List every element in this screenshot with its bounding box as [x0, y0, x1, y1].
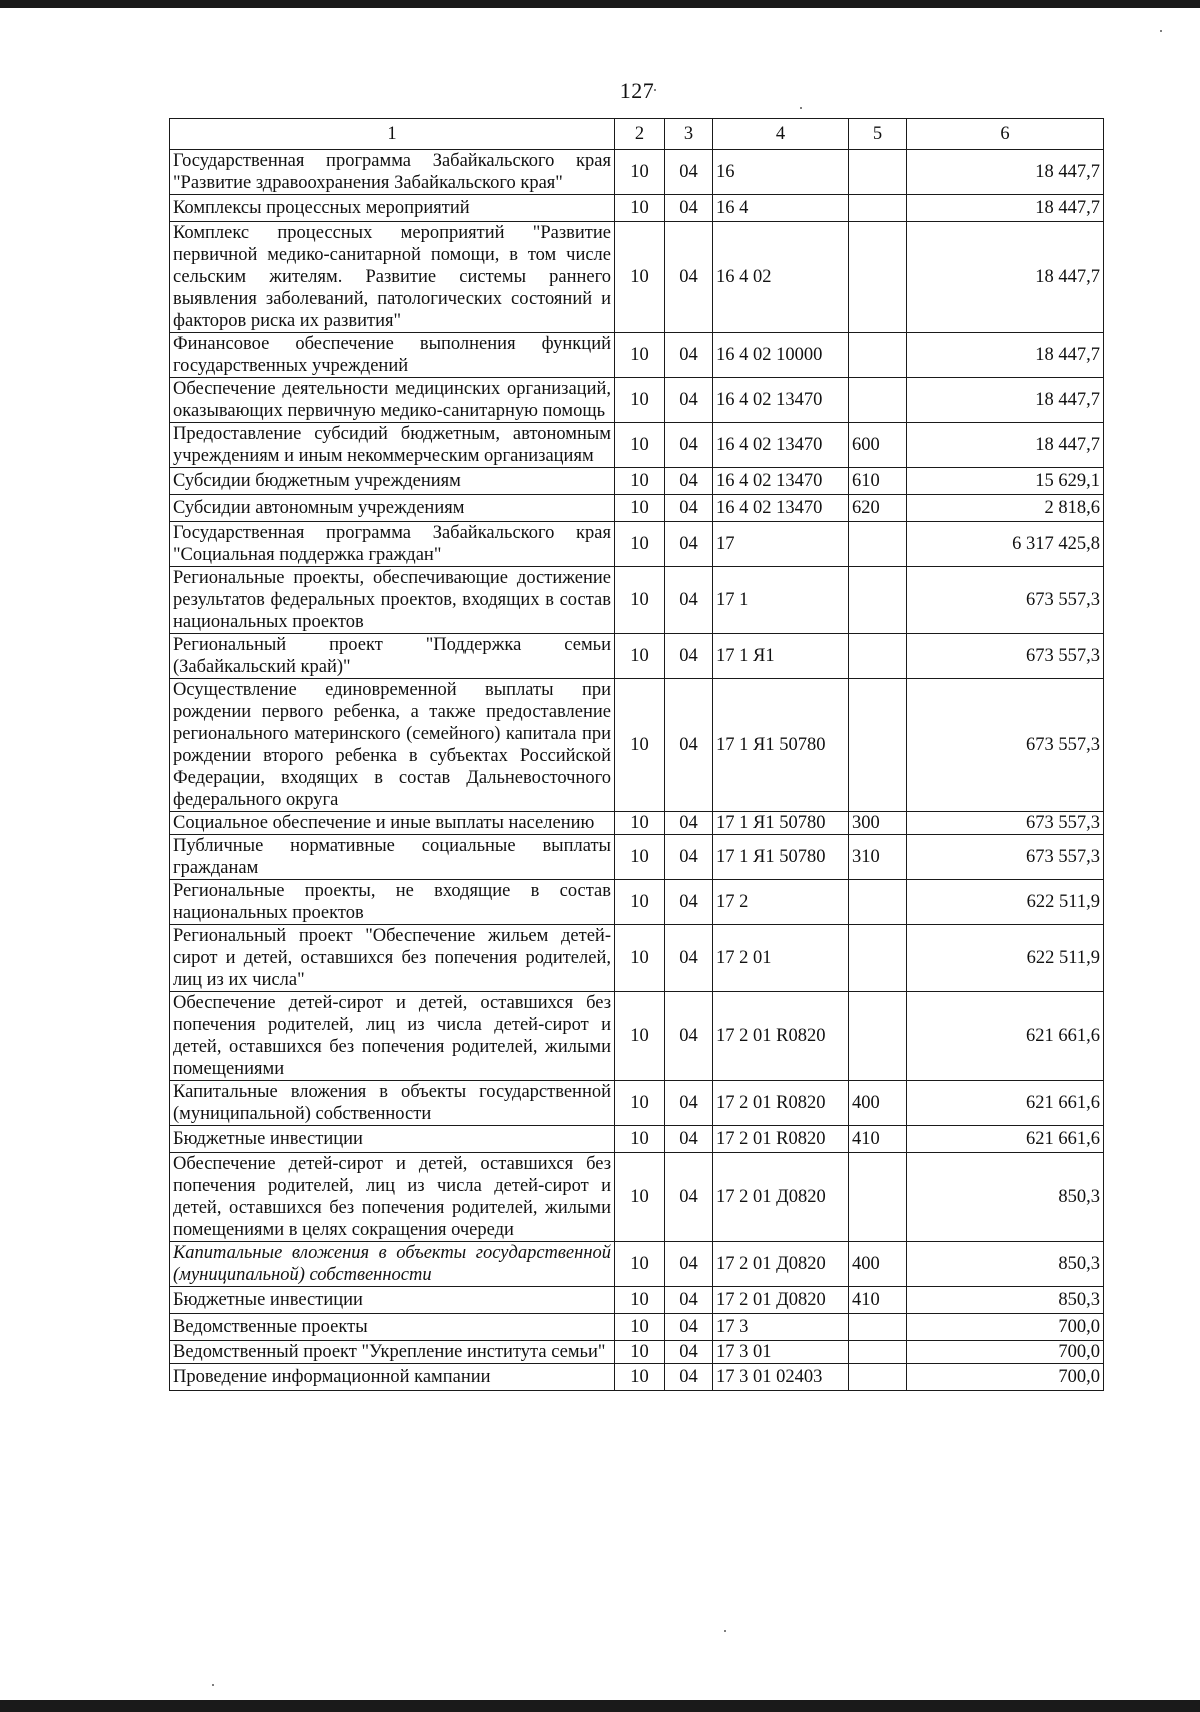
row-name: Обеспечение детей-сирот и детей, оставшихся без попечения родителей, лиц из числа детей-сирот и детей, оставшихся без попечения родителей, жилыми помещениями в целях сокращения очереди	[170, 1153, 615, 1242]
scan-speck	[800, 107, 802, 109]
row-subsection: 04	[665, 1242, 713, 1287]
table-row	[170, 423, 1104, 468]
scan-bottom-edge	[0, 1700, 1200, 1712]
budget-table	[169, 118, 1104, 1391]
row-section: 10	[615, 1287, 665, 1314]
row-name: Региональный проект "Обеспечение жильем детей-сирот и детей, оставшихся без попечения родителей, лиц из их числа"	[170, 925, 615, 992]
row-name: Региональные проекты, не входящие в состав национальных проектов	[170, 880, 615, 925]
table-header-row	[170, 119, 1104, 150]
row-subsection: 04	[665, 880, 713, 925]
row-section: 10	[615, 222, 665, 333]
row-name: Субсидии бюджетным учреждениям	[170, 468, 615, 495]
row-section: 10	[615, 925, 665, 992]
row-subsection: 04	[665, 1081, 713, 1126]
row-subsection: 04	[665, 992, 713, 1081]
row-section: 10	[615, 333, 665, 378]
row-name: Предоставление субсидий бюджетным, автономным учреждениям и иным некоммерческим организациям	[170, 423, 615, 468]
row-expense-type: 400	[849, 1242, 907, 1287]
row-amount: 18 447,7	[907, 423, 1104, 468]
row-subsection: 04	[665, 679, 713, 812]
table-row	[170, 150, 1104, 195]
table-row	[170, 925, 1104, 992]
table-row	[170, 835, 1104, 880]
row-section: 10	[615, 522, 665, 567]
row-subsection: 04	[665, 1341, 713, 1364]
row-section: 10	[615, 679, 665, 812]
row-section: 10	[615, 378, 665, 423]
row-expense-type	[849, 522, 907, 567]
row-subsection: 04	[665, 1153, 713, 1242]
scan-top-edge	[0, 0, 1200, 8]
table-row	[170, 1341, 1104, 1364]
row-section: 10	[615, 634, 665, 679]
row-target-code: 17 2 01 R0820	[713, 1081, 849, 1126]
scan-speck	[1160, 30, 1162, 32]
row-amount: 621 661,6	[907, 992, 1104, 1081]
row-subsection: 04	[665, 468, 713, 495]
row-target-code: 17 3	[713, 1314, 849, 1341]
row-expense-type: 410	[849, 1287, 907, 1314]
row-target-code: 17 2 01	[713, 925, 849, 992]
row-target-code: 17 2 01 Д0820	[713, 1287, 849, 1314]
row-subsection: 04	[665, 567, 713, 634]
table-row	[170, 1287, 1104, 1314]
row-target-code: 16 4 02 13470	[713, 495, 849, 522]
row-name: Проведение информационной кампании	[170, 1364, 615, 1391]
row-amount: 18 447,7	[907, 195, 1104, 222]
table-row	[170, 679, 1104, 812]
column-header: 2	[615, 119, 665, 150]
row-name: Бюджетные инвестиции	[170, 1287, 615, 1314]
row-amount: 850,3	[907, 1242, 1104, 1287]
row-name: Субсидии автономным учреждениям	[170, 495, 615, 522]
table-row	[170, 880, 1104, 925]
row-expense-type: 310	[849, 835, 907, 880]
table-row	[170, 495, 1104, 522]
row-target-code: 17	[713, 522, 849, 567]
row-target-code: 17 1 Я1 50780	[713, 812, 849, 835]
row-section: 10	[615, 1314, 665, 1341]
column-header: 3	[665, 119, 713, 150]
row-subsection: 04	[665, 522, 713, 567]
row-expense-type: 410	[849, 1126, 907, 1153]
table-row	[170, 992, 1104, 1081]
row-name: Капитальные вложения в объекты государственной (муниципальной) собственности	[170, 1081, 615, 1126]
row-subsection: 04	[665, 835, 713, 880]
row-subsection: 04	[665, 195, 713, 222]
row-name: Комплекс процессных мероприятий "Развитие первичной медико-санитарной помощи, в том числе сельским жителям. Развитие системы раннего выявления заболеваний, патологических состояний и факторов риска их развития"	[170, 222, 615, 333]
table-row	[170, 522, 1104, 567]
column-header: 6	[907, 119, 1104, 150]
row-expense-type	[849, 1341, 907, 1364]
row-name: Комплексы процессных мероприятий	[170, 195, 615, 222]
row-target-code: 17 1 Я1	[713, 634, 849, 679]
row-name: Капитальные вложения в объекты государственной (муниципальной) собственности	[170, 1242, 615, 1287]
row-target-code: 16	[713, 150, 849, 195]
row-amount: 700,0	[907, 1364, 1104, 1391]
table-row	[170, 1126, 1104, 1153]
row-section: 10	[615, 835, 665, 880]
row-subsection: 04	[665, 333, 713, 378]
column-header: 5	[849, 119, 907, 150]
row-expense-type	[849, 150, 907, 195]
row-name: Обеспечение деятельности медицинских организаций, оказывающих первичную медико-санитарную помощь	[170, 378, 615, 423]
row-section: 10	[615, 1364, 665, 1391]
row-expense-type	[849, 634, 907, 679]
row-amount: 621 661,6	[907, 1126, 1104, 1153]
row-expense-type	[849, 1153, 907, 1242]
row-target-code: 16 4 02 10000	[713, 333, 849, 378]
row-amount: 18 447,7	[907, 333, 1104, 378]
row-expense-type	[849, 222, 907, 333]
table-row	[170, 1153, 1104, 1242]
row-target-code: 17 2	[713, 880, 849, 925]
row-section: 10	[615, 812, 665, 835]
row-subsection: 04	[665, 423, 713, 468]
scan-speck	[654, 89, 656, 91]
table-row	[170, 333, 1104, 378]
table-row	[170, 222, 1104, 333]
row-target-code: 17 1	[713, 567, 849, 634]
row-name: Финансовое обеспечение выполнения функций государственных учреждений	[170, 333, 615, 378]
row-expense-type	[849, 925, 907, 992]
row-amount: 15 629,1	[907, 468, 1104, 495]
row-expense-type	[849, 333, 907, 378]
table-row	[170, 812, 1104, 835]
scan-speck	[724, 1630, 726, 1632]
row-subsection: 04	[665, 1126, 713, 1153]
row-target-code: 17 2 01 Д0820	[713, 1242, 849, 1287]
column-header: 1	[170, 119, 615, 150]
scan-speck	[212, 1684, 214, 1686]
row-name: Обеспечение детей-сирот и детей, оставшихся без попечения родителей, лиц из числа детей-сирот и детей, оставшихся без попечения родителей, жилыми помещениями	[170, 992, 615, 1081]
row-amount: 673 557,3	[907, 812, 1104, 835]
row-expense-type: 400	[849, 1081, 907, 1126]
row-name: Региональный проект "Поддержка семьи (Забайкальский край)"	[170, 634, 615, 679]
row-expense-type	[849, 1364, 907, 1391]
row-section: 10	[615, 1242, 665, 1287]
row-expense-type	[849, 1314, 907, 1341]
row-expense-type: 300	[849, 812, 907, 835]
row-target-code: 17 2 01 Д0820	[713, 1153, 849, 1242]
row-amount: 2 818,6	[907, 495, 1104, 522]
row-subsection: 04	[665, 1287, 713, 1314]
row-target-code: 16 4 02 13470	[713, 468, 849, 495]
row-section: 10	[615, 567, 665, 634]
row-amount: 18 447,7	[907, 222, 1104, 333]
row-name: Публичные нормативные социальные выплаты гражданам	[170, 835, 615, 880]
row-expense-type	[849, 679, 907, 812]
row-amount: 6 317 425,8	[907, 522, 1104, 567]
row-target-code: 17 2 01 R0820	[713, 1126, 849, 1153]
column-header: 4	[713, 119, 849, 150]
row-expense-type: 620	[849, 495, 907, 522]
row-subsection: 04	[665, 1364, 713, 1391]
table-row	[170, 378, 1104, 423]
row-expense-type	[849, 195, 907, 222]
row-target-code: 16 4 02 13470	[713, 378, 849, 423]
row-amount: 850,3	[907, 1153, 1104, 1242]
row-target-code: 16 4	[713, 195, 849, 222]
row-section: 10	[615, 1081, 665, 1126]
table-row	[170, 1242, 1104, 1287]
row-subsection: 04	[665, 634, 713, 679]
table-row	[170, 468, 1104, 495]
row-target-code: 16 4 02 13470	[713, 423, 849, 468]
row-amount: 673 557,3	[907, 835, 1104, 880]
row-section: 10	[615, 1153, 665, 1242]
row-amount: 673 557,3	[907, 634, 1104, 679]
table-row	[170, 567, 1104, 634]
row-expense-type: 610	[849, 468, 907, 495]
row-section: 10	[615, 1341, 665, 1364]
row-expense-type: 600	[849, 423, 907, 468]
row-expense-type	[849, 567, 907, 634]
row-target-code: 17 1 Я1 50780	[713, 835, 849, 880]
row-amount: 850,3	[907, 1287, 1104, 1314]
row-subsection: 04	[665, 1314, 713, 1341]
row-amount: 621 661,6	[907, 1081, 1104, 1126]
row-name: Региональные проекты, обеспечивающие достижение результатов федеральных проектов, входящих в состав национальных проектов	[170, 567, 615, 634]
table-row	[170, 1364, 1104, 1391]
row-section: 10	[615, 1126, 665, 1153]
table-row	[170, 634, 1104, 679]
row-expense-type	[849, 880, 907, 925]
page-number: 127	[619, 78, 655, 103]
row-subsection: 04	[665, 150, 713, 195]
row-subsection: 04	[665, 378, 713, 423]
row-expense-type	[849, 378, 907, 423]
row-amount: 700,0	[907, 1341, 1104, 1364]
row-expense-type	[849, 992, 907, 1081]
row-name: Государственная программа Забайкальского края "Социальная поддержка граждан"	[170, 522, 615, 567]
row-amount: 700,0	[907, 1314, 1104, 1341]
table-row	[170, 1314, 1104, 1341]
row-section: 10	[615, 423, 665, 468]
table-row	[170, 1081, 1104, 1126]
row-target-code: 16 4 02	[713, 222, 849, 333]
row-name: Ведомственный проект "Укрепление института семьи"	[170, 1341, 615, 1364]
row-section: 10	[615, 468, 665, 495]
row-section: 10	[615, 992, 665, 1081]
row-amount: 673 557,3	[907, 679, 1104, 812]
row-amount: 622 511,9	[907, 925, 1104, 992]
row-name: Осуществление единовременной выплаты при рождении первого ребенка, а также предоставление регионального материнского (семейного) капитала при рождении второго ребенка в субъектах Российской Федерации, входящих в состав Дальневосточного федерального округа	[170, 679, 615, 812]
row-name: Социальное обеспечение и иные выплаты населению	[170, 812, 615, 835]
row-amount: 622 511,9	[907, 880, 1104, 925]
row-amount: 18 447,7	[907, 378, 1104, 423]
row-target-code: 17 3 01 02403	[713, 1364, 849, 1391]
row-target-code: 17 3 01	[713, 1341, 849, 1364]
row-name: Государственная программа Забайкальского края "Развитие здравоохранения Забайкальского края"	[170, 150, 615, 195]
row-section: 10	[615, 495, 665, 522]
row-section: 10	[615, 880, 665, 925]
row-subsection: 04	[665, 925, 713, 992]
row-section: 10	[615, 150, 665, 195]
row-target-code: 17 1 Я1 50780	[713, 679, 849, 812]
table-row	[170, 195, 1104, 222]
row-amount: 18 447,7	[907, 150, 1104, 195]
row-subsection: 04	[665, 812, 713, 835]
row-amount: 673 557,3	[907, 567, 1104, 634]
row-section: 10	[615, 195, 665, 222]
row-name: Ведомственные проекты	[170, 1314, 615, 1341]
row-subsection: 04	[665, 495, 713, 522]
row-target-code: 17 2 01 R0820	[713, 992, 849, 1081]
row-subsection: 04	[665, 222, 713, 333]
row-name: Бюджетные инвестиции	[170, 1126, 615, 1153]
